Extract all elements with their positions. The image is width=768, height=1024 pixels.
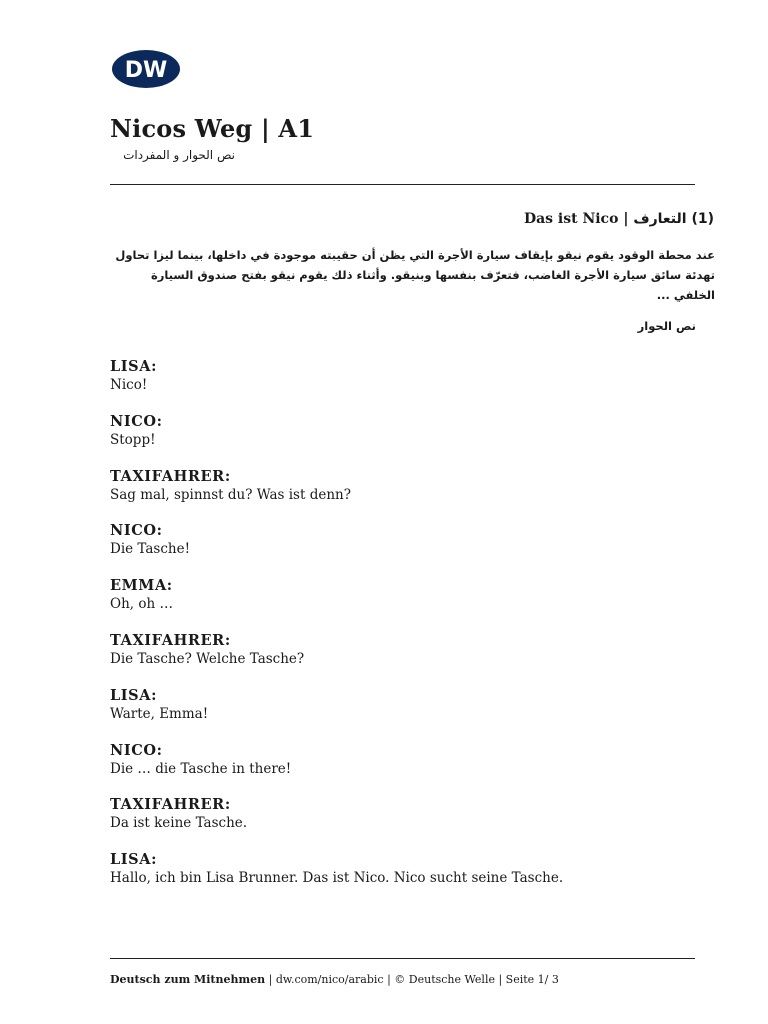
speaker-name: EMMA: — [110, 577, 173, 595]
footer-info: | dw.com/nico/arabic | © Deutsche Welle | Seite 1/ 3 — [265, 973, 559, 986]
speaker-name: NICO: — [110, 741, 163, 759]
page-title: Nicos Weg | A1 — [110, 114, 315, 143]
dialog-turn — [110, 686, 695, 741]
section-heading-ar: التعارف — [633, 211, 687, 227]
page-subtitle: نص الحوار و المفردات — [123, 148, 235, 162]
speaker-name: TAXIFAHRER: — [110, 796, 231, 814]
spoken-line: Die Tasche! — [110, 541, 191, 558]
spoken-line: Die … die Tasche in there! — [110, 760, 292, 777]
page-footer — [110, 973, 559, 986]
spoken-line: Nico! — [110, 377, 148, 393]
dialog-turn — [110, 521, 695, 576]
spoken-line: Die Tasche? Welche Tasche? — [110, 650, 305, 667]
dialog-turn — [110, 357, 695, 412]
speaker-name: LISA: — [110, 358, 158, 375]
footer-brand: Deutsch zum Mitnehmen — [110, 973, 266, 986]
spoken-line: Stopp! — [110, 431, 156, 448]
dialog-turn — [110, 741, 695, 796]
section-heading-de: Das ist Nico — [523, 211, 619, 227]
dialog-turn — [110, 576, 695, 631]
speaker-name: LISA: — [110, 851, 158, 869]
dialog-turn — [110, 631, 695, 686]
spoken-line: Oh, oh … — [110, 596, 173, 613]
dw-logo — [111, 49, 181, 89]
section-heading-separator: | — [623, 211, 629, 227]
section-heading — [524, 211, 714, 227]
intro-paragraph: عند محطة الوقود يقوم نيقو بإيقاف سيارة الأجرة التي يظن أن حقيبته موجودة في داخلها، بينما ليزا تحاول تهدئة سائق سيارة الأجرة الغاضب، فتعرّف بنفسها وبنيقو. وأثناء ذلك يقوم نيقو بفتح صندوق السيارة الخلفي ... — [115, 248, 715, 302]
dialog-section-label: نص الحوار — [637, 319, 696, 333]
speaker-name: TAXIFAHRER: — [110, 467, 231, 485]
spoken-line: Sag mal, spinnst du? Was ist denn? — [110, 486, 351, 503]
spoken-line: Warte, Emma! — [110, 705, 209, 722]
footer-divider — [110, 958, 695, 959]
spoken-line: Hallo, ich bin Lisa Brunner. Das ist Nico. Nico sucht seine Tasche. — [110, 870, 564, 887]
dialog-turn — [110, 795, 695, 850]
speaker-name: TAXIFAHRER: — [110, 631, 231, 649]
dialog-transcript — [110, 357, 695, 905]
header-divider — [110, 184, 695, 185]
speaker-name: NICO: — [110, 412, 163, 430]
dialog-turn — [110, 412, 695, 467]
spoken-line: Da ist keine Tasche. — [110, 815, 248, 832]
logo-text: DW — [124, 58, 168, 83]
dialog-turn — [110, 850, 695, 905]
speaker-name: LISA: — [110, 686, 158, 704]
speaker-name: NICO: — [110, 522, 163, 540]
section-number: (1) — [691, 211, 714, 227]
dialog-turn — [110, 467, 695, 522]
